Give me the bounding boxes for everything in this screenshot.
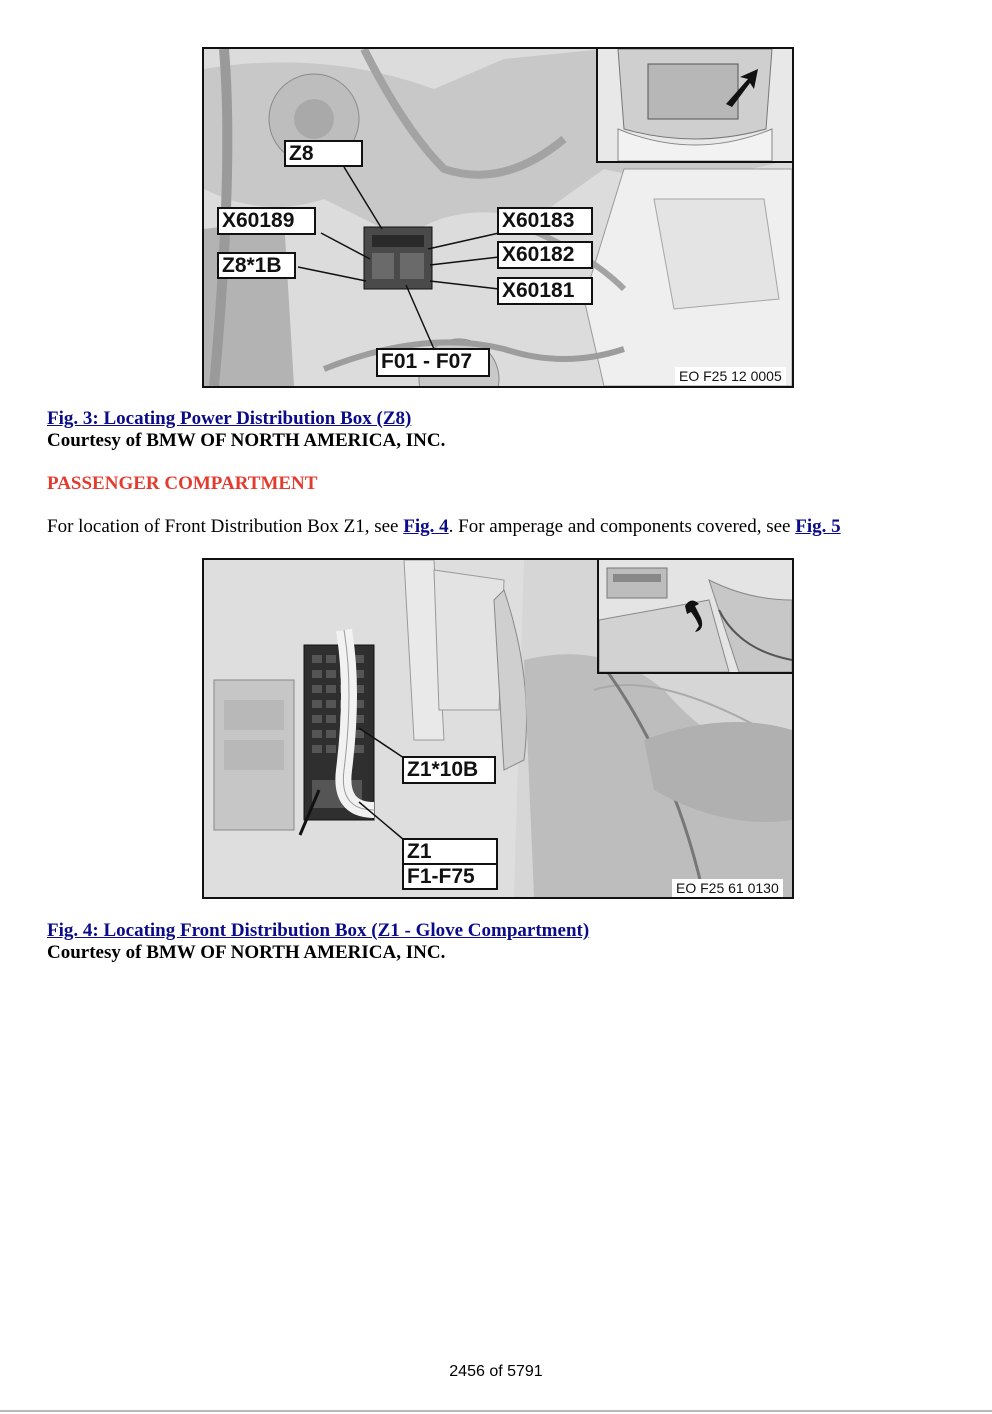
figure-3-code: EO F25 12 0005 xyxy=(675,367,786,385)
callout-f01-f07: F01 - F07 xyxy=(376,348,490,377)
page-number: 2456 of 5791 xyxy=(449,1363,543,1380)
engine-bay-overview-illustration xyxy=(598,49,792,161)
figure-4-caption-link[interactable]: Fig. 4: Locating Front Distribution Box (Z1 - Glove Compartment) xyxy=(47,920,590,941)
callout-z8: Z8 xyxy=(284,140,363,167)
figure-4-caption xyxy=(47,920,589,964)
callout-z1-10b: Z1*10B xyxy=(402,756,496,784)
callout-z8-1b: Z8*1B xyxy=(217,252,296,279)
callout-x60183: X60183 xyxy=(497,207,593,235)
figure-4-courtesy: Courtesy of BMW OF NORTH AMERICA, INC. xyxy=(47,942,446,963)
section-heading: PASSENGER COMPARTMENT xyxy=(47,473,318,494)
location-paragraph xyxy=(47,516,841,538)
page-bottom-divider xyxy=(0,1410,992,1412)
figure-3-inset xyxy=(596,47,794,163)
fig-5-link[interactable]: Fig. 5 xyxy=(795,516,841,537)
callout-z1: Z1 xyxy=(402,838,498,865)
paragraph-text-2: . For amperage and components covered, see xyxy=(448,516,796,537)
figure-4-code: EO F25 61 0130 xyxy=(672,879,783,897)
callout-x60189: X60189 xyxy=(217,207,316,235)
figure-4-inset xyxy=(597,558,794,674)
paragraph-text-1: For location of Front Distribution Box Z1, see xyxy=(47,516,404,537)
dashboard-overview-illustration xyxy=(599,560,792,672)
figure-4-image xyxy=(202,558,794,899)
callout-x60181: X60181 xyxy=(497,277,593,305)
figure-3-caption-link[interactable]: Fig. 3: Locating Power Distribution Box (Z8) xyxy=(47,408,412,429)
figure-3-courtesy: Courtesy of BMW OF NORTH AMERICA, INC. xyxy=(47,430,446,451)
figure-3-caption xyxy=(47,408,445,452)
callout-f1-f75: F1-F75 xyxy=(402,863,498,890)
callout-x60182: X60182 xyxy=(497,241,593,269)
fig-4-link[interactable]: Fig. 4 xyxy=(403,516,449,537)
